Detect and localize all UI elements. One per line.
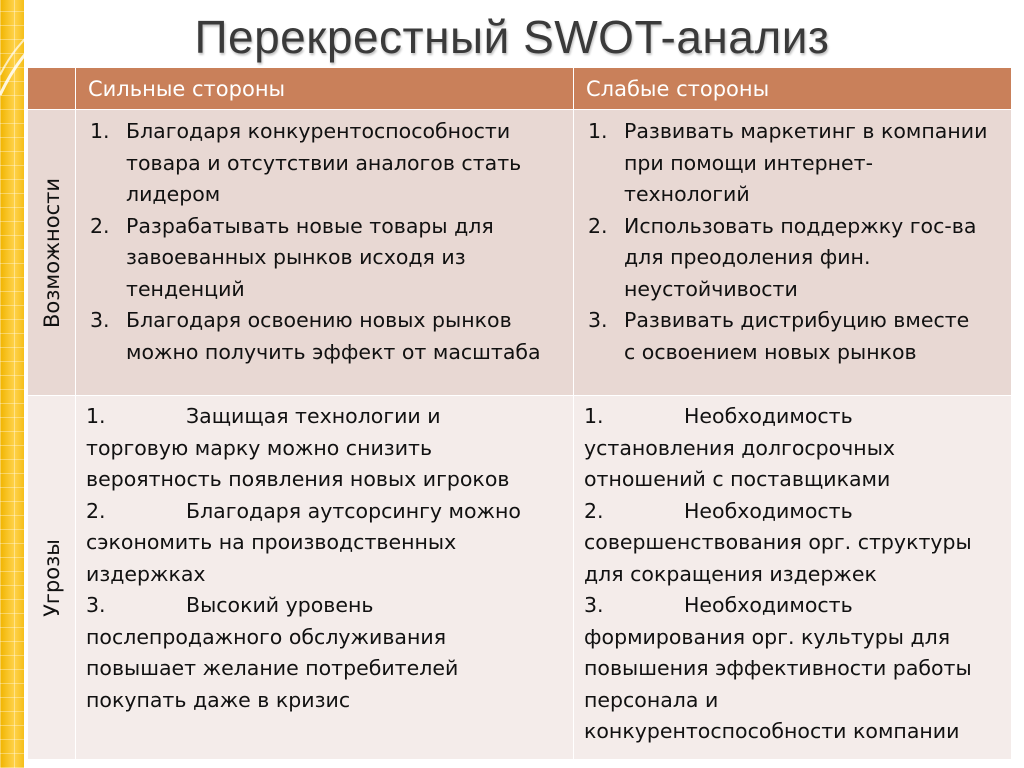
row-header-opportunities	[28, 110, 76, 396]
cell-strengths-threats	[76, 396, 574, 760]
list-item: 3. Высокий уровень послепродажного обслуживания повышает желание потребителей покупать даже в кризис	[86, 593, 459, 712]
list-item: 3. Развивать дистрибуцию вместе с освоением новых рынков	[588, 308, 970, 364]
list-item: 1. Благодаря конкурентоспособности товара и отсутствии аналогов стать лидером	[90, 119, 522, 206]
list-item: 3. Необходимость формирования орг. культуры для повышения эффективности работы персонала и конкурентоспособности компании	[584, 593, 972, 743]
cell-strengths-opportunities	[76, 110, 574, 396]
header-strengths: Сильные стороны	[76, 68, 574, 110]
cell-weaknesses-opportunities	[574, 110, 1012, 396]
list-wo	[574, 110, 1011, 368]
page-title: Перекрестный SWOT-анализ	[194, 11, 830, 63]
list-item: 1. Развивать маркетинг в компании при помощи интернет- технологий	[588, 119, 988, 206]
list-so	[76, 110, 573, 368]
list-item: 2. Использовать поддержку гос-ва для преодоления фин. неустойчивости	[588, 213, 977, 301]
row-label-threats: Угрозы	[39, 538, 64, 617]
list-item: 2. Разрабатывать новые товары для завоеванных рынков исходя из тенденций	[90, 213, 494, 301]
list-item: 3. Благодаря освоению новых рынков можно получить эффект от масштаба	[90, 308, 541, 364]
corner-cell	[28, 68, 76, 110]
list-item: 1. Необходимость установления долгосрочных отношений с поставщиками	[584, 404, 896, 491]
row-header-threats	[28, 396, 76, 760]
decorative-stripe	[0, 0, 24, 768]
cell-weaknesses-threats	[574, 396, 1012, 760]
header-weaknesses: Слабые стороны	[574, 68, 1012, 110]
list-item: 2. Благодаря аутсорсингу можно сэкономить на производственных издержках	[86, 498, 521, 586]
list-item: 2. Необходимость совершенствования орг. структуры для сокращения издержек	[584, 498, 972, 586]
swot-table	[28, 68, 1012, 760]
row-label-opportunities: Возможности	[39, 177, 64, 328]
list-item: 1. Защищая технологии и торговую марку можно снизить вероятность появления новых игроков	[86, 404, 510, 491]
